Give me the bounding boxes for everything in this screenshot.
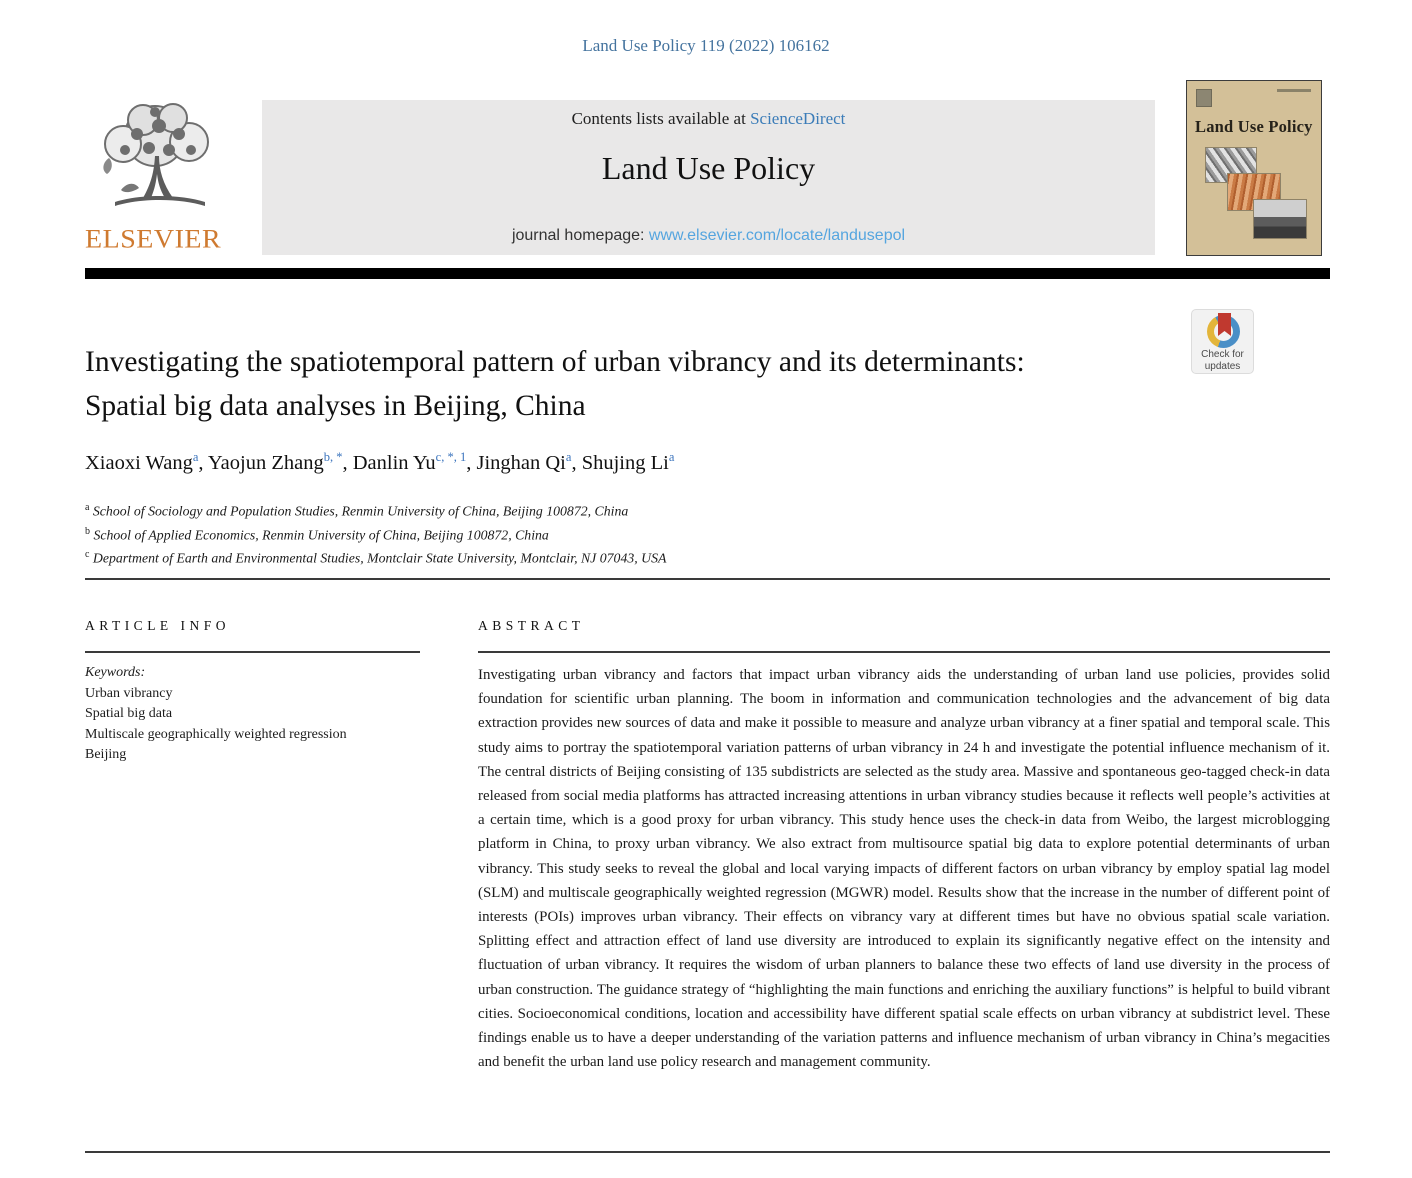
contents-line (262, 109, 1155, 129)
author-name: Jinghan Qi (476, 451, 566, 474)
author-affil-marker: a (668, 450, 675, 464)
badge-label-line2: updates (1204, 360, 1241, 372)
affiliation-marker: a (85, 502, 90, 513)
author-name: Shujing Li (581, 451, 669, 474)
author-separator: , (571, 451, 582, 474)
keyword-item: Beijing (85, 747, 127, 762)
header-divider-bar (85, 268, 1330, 279)
affiliation-text: School of Sociology and Population Studies, Renmin University of China, Beijing 100872, China (89, 503, 629, 519)
author (85, 452, 208, 474)
keyword-item: Multiscale geographically weighted regression (85, 726, 347, 742)
affiliation-marker: c (85, 549, 90, 561)
elsevier-logo (85, 98, 235, 256)
affiliation-text: Department of Earth and Environmental Studies, Montclair State University, Montclair, NJ 07043, USA (89, 550, 667, 566)
author-list (85, 450, 1185, 475)
author-name: Danlin Yu (352, 451, 436, 474)
article-info-heading-rule (85, 651, 420, 653)
journal-title: Land Use Policy (601, 150, 816, 186)
author (582, 452, 675, 474)
keyword-item: Urban vibrancy (85, 685, 173, 701)
author-affil-marker: a (565, 450, 572, 464)
affiliation-marker: b (85, 525, 90, 537)
elsevier-wordmark: ELSEVIER (85, 224, 222, 255)
keyword-item: Spatial big data (85, 706, 173, 721)
article-info-heading: ARTICLE INFO (85, 618, 231, 633)
sciencedirect-link[interactable]: ScienceDirect (750, 109, 846, 128)
homepage-prefix: journal homepage: (511, 227, 649, 244)
affiliation (85, 545, 1185, 569)
author-separator: , (342, 451, 353, 474)
author-affil-marker: c, *, 1 (435, 450, 467, 464)
abstract-text: Investigating urban vibrancy and factors that impact urban vibrancy aids the understanding of urban land use policies, provides solid foundation for scientific urban planning. The boom in information and communication technologies and the advancement of big data extraction provides new sources of data and make it possible to measure and analyze urban vibrancy at a finer spatial and temporal scale. This study aims to portray the spatiotemporal variation patterns of urban vibrancy in 24 h and investigate the potential influence mechanism of it. The central districts of Beijing consisting of 135 subdistricts are selected as the study area. Massive and spontaneous geo-tagged check-in data released from social media platforms has attracted increasing attentions in urban vibrancy studies because it reflects well people’s activities at a certain time, which is a good proxy for urban vibrancy. This study hence uses the check-in data from Weibo, the largest microblogging platform in China, to proxy urban vibrancy. We also extract from multisource spatial big data to explore potential determinants of urban vibrancy. This study seeks to reveal the global and local varying impacts of different factors on urban vibrancy by employ spatial lag model (SLM) and multiscale geographically weighted regression (MGWR) model. Results show that the increase in the number of different point of interests (POIs) improves urban vibrancy. Their effects on vibrancy vary at different times but have no obvious spatial scale variation. Splitting effect and attraction effect of land use diversity are introduced to explain its significantly negative effect on the intensity and fluctuation of urban vibrancy. It requires the wisdom of urban planners to balance these two effects of land use diversity in the process of urban construction. The guidance strategy of “highlighting the main functions and enriching the auxiliary functions” is helpful to build vibrant cities. Socioeconomical conditions, location and accessibility have different spatial scale effects on urban vibrancy at subdistrict level. These findings enable us to have a deeper understanding of the variation patterns and influence mechanism of urban vibrancy in China’s megacities and benefit the urban land use policy research and management community. (478, 667, 1330, 1071)
affiliation (85, 498, 1185, 522)
affiliation-list (85, 498, 1185, 569)
author-affil-marker: b, * (323, 450, 343, 464)
cover-cityscape-image (1253, 199, 1307, 239)
cover-issn-microtext (1277, 89, 1311, 92)
check-for-updates-badge[interactable] (1191, 309, 1254, 374)
author-name: Yaojun Zhang (207, 451, 324, 474)
cover-journal-title: Land Use Policy (1195, 117, 1313, 136)
section-divider-rule (85, 578, 1330, 580)
homepage-line (262, 227, 1155, 245)
bottom-divider-rule (85, 1151, 1330, 1153)
abstract-heading-rule (478, 651, 1330, 653)
journal-citation-link[interactable]: Land Use Policy 119 (2022) 106162 (582, 36, 830, 55)
badge-label-line1: Check for (1201, 349, 1244, 360)
journal-header-box (262, 100, 1155, 255)
affiliation (85, 522, 1185, 546)
author-affil-marker: a (192, 450, 199, 464)
author-separator: , (466, 451, 477, 474)
check-for-updates-label (1192, 349, 1253, 372)
affiliation-text: School of Applied Economics, Renmin University of China, Beijing 100872, China (90, 527, 549, 543)
contents-prefix: Contents lists available at (571, 109, 751, 128)
author-name: Xiaoxi Wang (85, 451, 193, 474)
abstract-heading: ABSTRACT (478, 618, 585, 633)
author-separator: , (198, 451, 208, 474)
author (476, 452, 581, 474)
cover-publisher-mini-logo-icon (1196, 89, 1212, 107)
journal-homepage-link[interactable]: www.elsevier.com/locate/landusepol (648, 227, 906, 244)
author (208, 452, 353, 474)
keywords-block (85, 663, 425, 766)
elsevier-tree-icon (85, 98, 235, 224)
article-title: Investigating the spatiotemporal pattern of urban vibrancy and its determinants: Spatial big data analyses in Beijing, China (85, 346, 1025, 422)
author (353, 452, 477, 474)
journal-cover-thumbnail (1186, 80, 1322, 256)
keywords-label: Keywords: (85, 665, 146, 680)
